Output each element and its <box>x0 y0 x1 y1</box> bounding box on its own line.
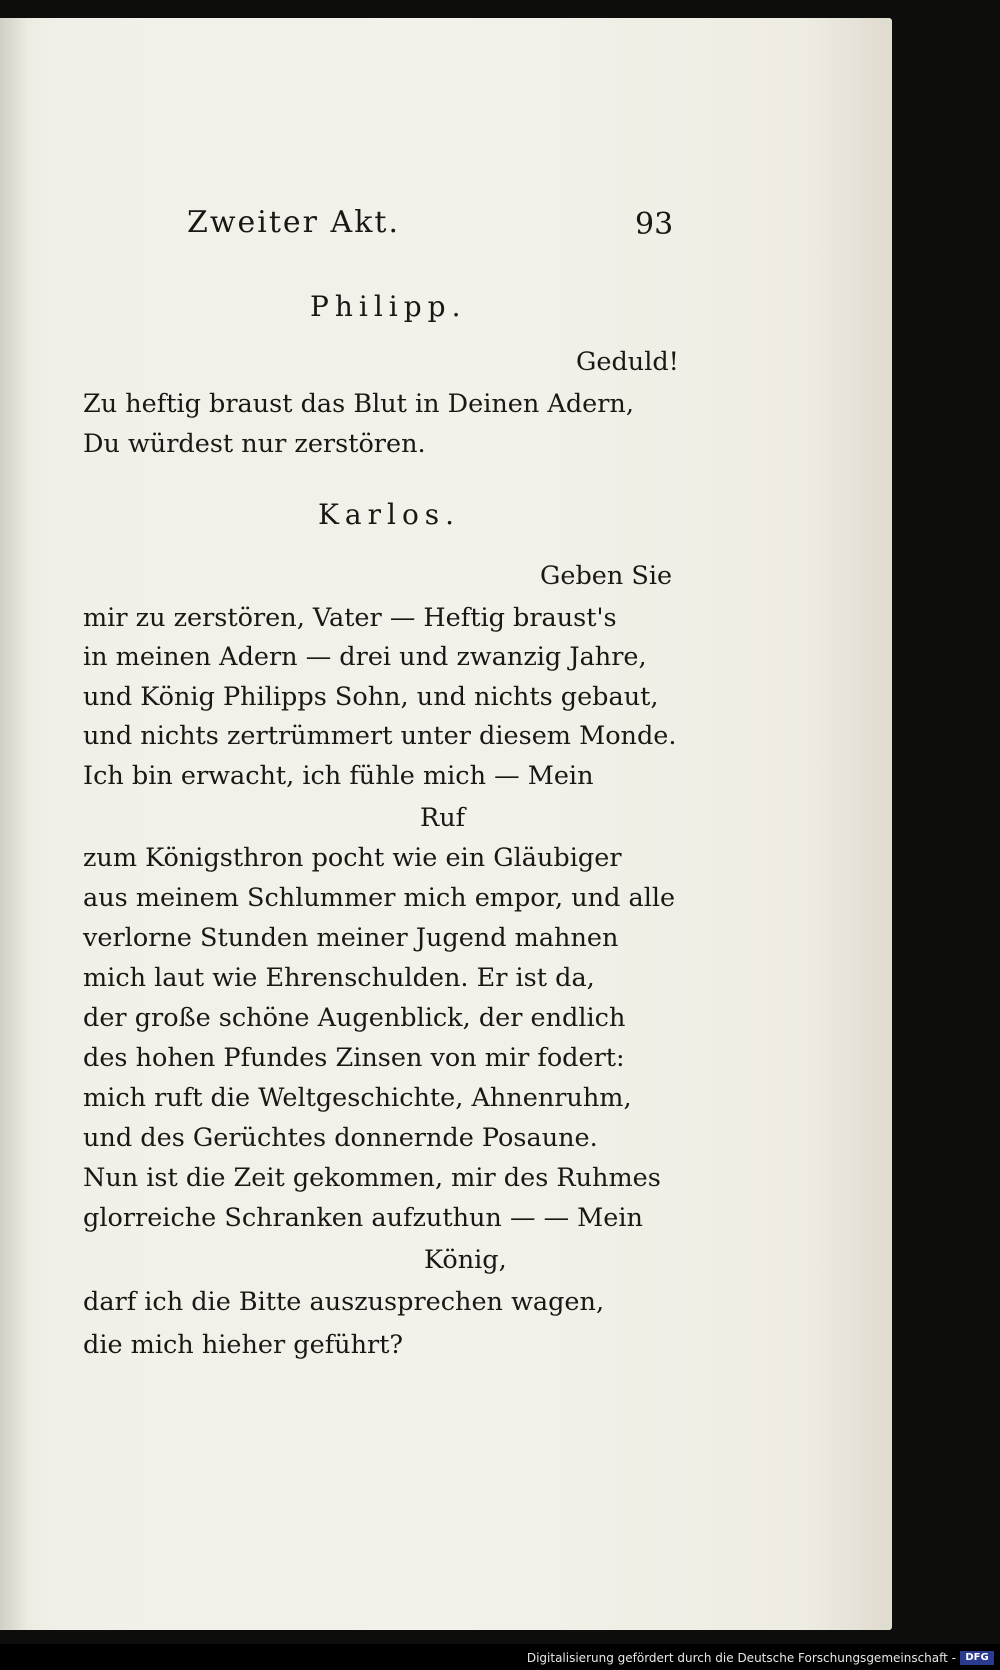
verse-line: darf ich die Bitte auszusprechen wagen, <box>83 1287 605 1317</box>
verse-line: Zu heftig braust das Blut in Deinen Adern, <box>83 389 634 419</box>
verse-line: und des Gerüchtes donnernde Posaune. <box>83 1123 598 1153</box>
page-spine-shadow <box>0 18 28 1630</box>
page-number: 93 <box>635 207 674 242</box>
verse-line: und nichts zertrümmert unter diesem Monde. <box>83 721 677 751</box>
digitization-footer <box>0 1644 1000 1670</box>
verse-line: zum Königsthron pocht wie ein Gläubiger <box>83 843 622 873</box>
verse-line: die mich hieher geführt? <box>83 1330 404 1360</box>
verse-line: des hohen Pfundes Zinsen von mir fodert: <box>83 1043 625 1073</box>
verse-line: mich laut wie Ehrenschulden. Er ist da, <box>83 963 595 993</box>
speaker-name: Karlos. <box>318 498 461 531</box>
verse-line: Geduld! <box>576 347 679 377</box>
verse-line: mich ruft die Weltgeschichte, Ahnenruhm, <box>83 1083 632 1113</box>
footer-credit: Digitalisierung gefördert durch die Deutsche Forschungsgemeinschaft - <box>526 1651 956 1665</box>
verse-line: Ich bin erwacht, ich fühle mich — Mein <box>83 761 594 791</box>
verse-line: Nun ist die Zeit gekommen, mir des Ruhmes <box>83 1163 661 1193</box>
verse-line: mir zu zerstören, Vater — Heftig braust's <box>83 603 617 633</box>
verse-line: Geben Sie <box>540 561 673 591</box>
verse-line: verlorne Stunden meiner Jugend mahnen <box>83 923 619 953</box>
verse-line: der große schöne Augenblick, der endlich <box>83 1003 626 1033</box>
verse-line: Ruf <box>420 803 466 833</box>
verse-line: aus meinem Schlummer mich empor, und alle <box>83 883 676 913</box>
dfg-logo: DFG <box>960 1651 994 1665</box>
verse-line: Du würdest nur zerstören. <box>83 429 426 459</box>
act-header: Zweiter Akt. <box>187 205 400 240</box>
speaker-name: Philipp. <box>310 290 467 323</box>
verse-line: König, <box>424 1245 507 1275</box>
verse-line: glorreiche Schranken aufzuthun — — Mein <box>83 1203 643 1233</box>
verse-line: und König Philipps Sohn, und nichts gebaut, <box>83 682 659 712</box>
verse-line: in meinen Adern — drei und zwanzig Jahre, <box>83 642 647 672</box>
